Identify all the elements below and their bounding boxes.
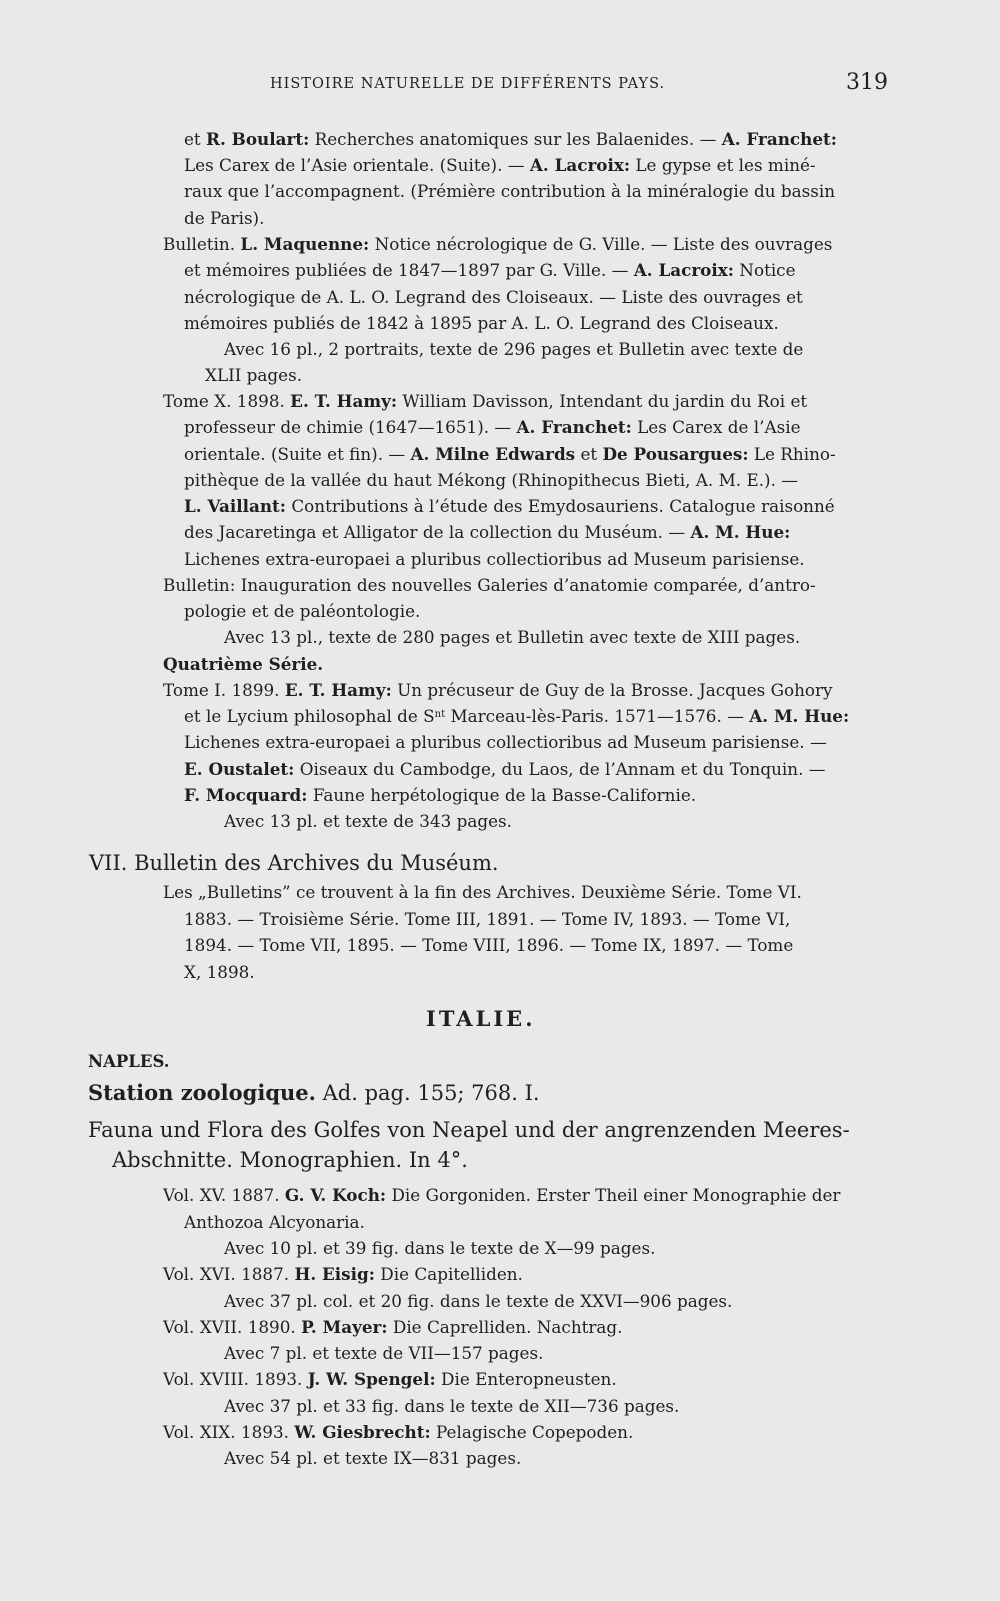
text-line [184,131,837,148]
text-line [163,393,807,410]
text-run: Abschnitte. Monographien. In 4°. [112,1148,468,1172]
text-line [184,157,816,174]
text-line [184,210,264,227]
text-run: Avec 37 pl. et 33 fig. dans le texte de XII—736 pages. [224,1396,680,1416]
text-line [224,629,800,646]
text-line [224,813,512,830]
text-run: Notice [733,260,796,280]
author-name: J. W. Spengel: [307,1369,436,1389]
author-name: A. Lacroix: [529,155,631,175]
text-line [163,1266,523,1283]
text-line [184,446,836,463]
text-line [184,498,835,515]
text-run: Tome X. 1898. [163,391,291,411]
text-run: Oiseaux du Cambodge, du Laos, de l’Annam et du Tonquin. — [294,759,826,779]
author-name: A. M. Hue: [690,522,791,542]
text-run: 1894. — Tome VII, 1895. — Tome VIII, 1896. — Tome IX, 1897. — Tome [184,935,794,955]
text-run: Le Rhino- [748,444,836,464]
page-number: 319 [846,70,888,95]
author-name: A. Milne Edwards [410,444,576,464]
text-line [205,367,302,384]
subsection-heading-naples: NAPLES. [88,1052,170,1071]
text-run: Bulletin. [163,234,241,254]
author-name: P. Mayer: [301,1317,388,1337]
text-line [163,682,833,699]
text-run: Avec 54 pl. et texte IX—831 pages. [224,1448,522,1468]
author-name: E. T. Hamy: [290,391,398,411]
text-line [184,551,805,568]
text-run: mémoires publiés de 1842 à 1895 par A. L. O. Legrand des Cloiseaux. [184,313,779,333]
text-run: Lichenes extra-europaei a pluribus collectioribus ad Museum parisiense. [184,549,805,569]
text-run: Avec 37 pl. col. et 20 fig. dans le texte de XXVI—906 pages. [224,1291,733,1311]
text-run: Avec 13 pl. et texte de 343 pages. [224,811,512,831]
text-line [224,341,803,358]
text-line [163,1319,623,1336]
text-line [163,1371,617,1388]
text-line [184,964,255,981]
text-run: Anthozoa Alcyonaria. [184,1212,365,1232]
text-line [163,236,832,253]
text-line [224,1345,543,1362]
text-line [163,1424,633,1441]
text-run: Vol. XV. 1887. [163,1185,285,1205]
text-line [184,603,420,620]
text-run: Vol. XIX. 1893. [163,1422,295,1442]
author-name: A. Franchet: [516,417,632,437]
text-run: Vol. XVIII. 1893. [163,1369,308,1389]
text-line [112,1150,468,1171]
text-run: et mémoires publiées de 1847—1897 par G. Ville. — [184,260,634,280]
text-line [224,1293,732,1310]
text-run: William Davisson, Intendant du jardin du Roi et [397,391,808,411]
text-run: Notice nécrologique de G. Ville. — Liste des ouvrages [369,234,833,254]
text-run: raux que l’accompagnent. (Prémière contribution à la minéralogie du bassin [184,181,836,201]
text-line [163,656,323,673]
author-name: Quatrième Série. [163,654,324,674]
text-run: Vol. XVI. 1887. [163,1264,295,1284]
text-run: 1883. — Troisième Série. Tome III, 1891. — Tome IV, 1893. — Tome VI, [184,909,791,929]
text-line [184,787,696,804]
text-line [163,577,816,594]
text-line [184,472,798,489]
text-run: et le Lycium philosophal de S [184,706,435,726]
text-run: Pelagische Copepoden. [430,1422,634,1442]
text-run: VII. Bulletin des Archives du Muséum. [89,851,499,875]
text-run: Les Carex de l’Asie orientale. (Suite). — [184,155,530,175]
text-run: Contributions à l’étude des Emydosauriens. Catalogue raisonné [285,496,835,516]
section-heading-italie: ITALIE. [426,1006,536,1031]
text-run: professeur de chimie (1647—1651). — [184,417,517,437]
text-run: Ad. pag. 155; 768. I. [315,1081,540,1105]
text-line [224,1398,679,1415]
author-name: G. V. Koch: [284,1185,387,1205]
text-line [163,884,802,901]
text-run: Avec 13 pl., texte de 280 pages et Bulletin avec texte de XIII pages. [224,627,801,647]
author-name: F. Mocquard: [184,785,308,805]
author-name: L. Vaillant: [184,496,286,516]
text-run: nécrologique de A. L. O. Legrand des Cloiseaux. — Liste des ouvrages et [184,287,803,307]
author-name: A. Lacroix: [633,260,734,280]
text-line [184,262,796,279]
text-line [184,761,826,778]
author-name: A. Franchet: [721,129,837,149]
text-run: Bulletin: Inauguration des nouvelles Galeries d’anatomie comparée, d’antro- [163,575,816,595]
text-line [184,911,790,928]
running-title: HISTOIRE NATURELLE DE DIFFÉRENTS PAYS. [270,76,666,92]
text-run: Die Caprelliden. Nachtrag. [387,1317,623,1337]
author-name: W. Giesbrecht: [294,1422,431,1442]
text-run: des Jacaretinga et Alligator de la collection du Muséum. — [184,522,691,542]
author-name: De Pousargues: [602,444,749,464]
text-run: de Paris). [184,208,265,228]
author-name: A. M. Hue: [749,706,850,726]
text-run: Fauna und Flora des Golfes von Neapel und der angrenzenden Meeres- [88,1118,850,1142]
text-run: Lichenes extra-europaei a pluribus collectioribus ad Museum parisiense. — [184,732,827,752]
author-name: E. Oustalet: [184,759,295,779]
text-line [184,937,793,954]
text-run: et [575,444,603,464]
text-run: Tome I. 1899. [163,680,285,700]
text-line [88,1082,540,1104]
text-run: Le gypse et les miné- [630,155,816,175]
text-run: Un précuseur de Guy de la Brosse. Jacques Gohory [391,680,833,700]
text-line [184,524,790,541]
text-run: Die Gorgoniden. Erster Theil einer Monographie der [386,1185,841,1205]
text-run: Die Enteropneusten. [435,1369,617,1389]
text-run: Les „Bulletins” ce trouvent à la fin des Archives. Deuxième Série. Tome VI. [163,882,802,902]
page-header [0,70,1000,100]
text-run: Les Carex de l’Asie [631,417,801,437]
text-line [184,183,835,200]
author-name: R. Boulart: [206,129,310,149]
text-line [224,1240,655,1257]
author-name: E. T. Hamy: [284,680,392,700]
text-run: et [184,129,207,149]
text-line [88,1120,850,1141]
text-line [89,853,499,874]
text-run: Die Capitelliden. [374,1264,523,1284]
text-run: XLII pages. [205,365,303,385]
text-run: Avec 10 pl. et 39 fig. dans le texte de X—99 pages. [224,1238,656,1258]
text-run: nt [434,709,446,720]
text-line [184,734,827,751]
text-run: Faune herpétologique de la Basse-Californie. [307,785,697,805]
text-run: X, 1898. [184,962,255,982]
text-line [184,708,849,725]
text-run: pithèque de la vallée du haut Mékong (Rhinopithecus Bieti, A. M. E.). — [184,470,799,490]
text-line [163,1187,840,1204]
text-run: Avec 16 pl., 2 portraits, texte de 296 pages et Bulletin avec texte de [224,339,804,359]
text-run: Vol. XVII. 1890. [163,1317,302,1337]
text-run: Marceau-lès-Paris. 1571—1576. — [445,706,750,726]
text-run: pologie et de paléontologie. [184,601,421,621]
author-name: Station zoologique. [88,1080,316,1105]
author-name: L. Maquenne: [240,234,370,254]
text-line [224,1450,521,1467]
text-line [184,1214,365,1231]
text-run: Avec 7 pl. et texte de VII—157 pages. [224,1343,544,1363]
text-run: Recherches anatomiques sur les Balaenides. — [309,129,722,149]
author-name: H. Eisig: [294,1264,375,1284]
text-line [184,289,803,306]
text-line [184,419,801,436]
text-line [184,315,779,332]
text-run: orientale. (Suite et fin). — [184,444,411,464]
